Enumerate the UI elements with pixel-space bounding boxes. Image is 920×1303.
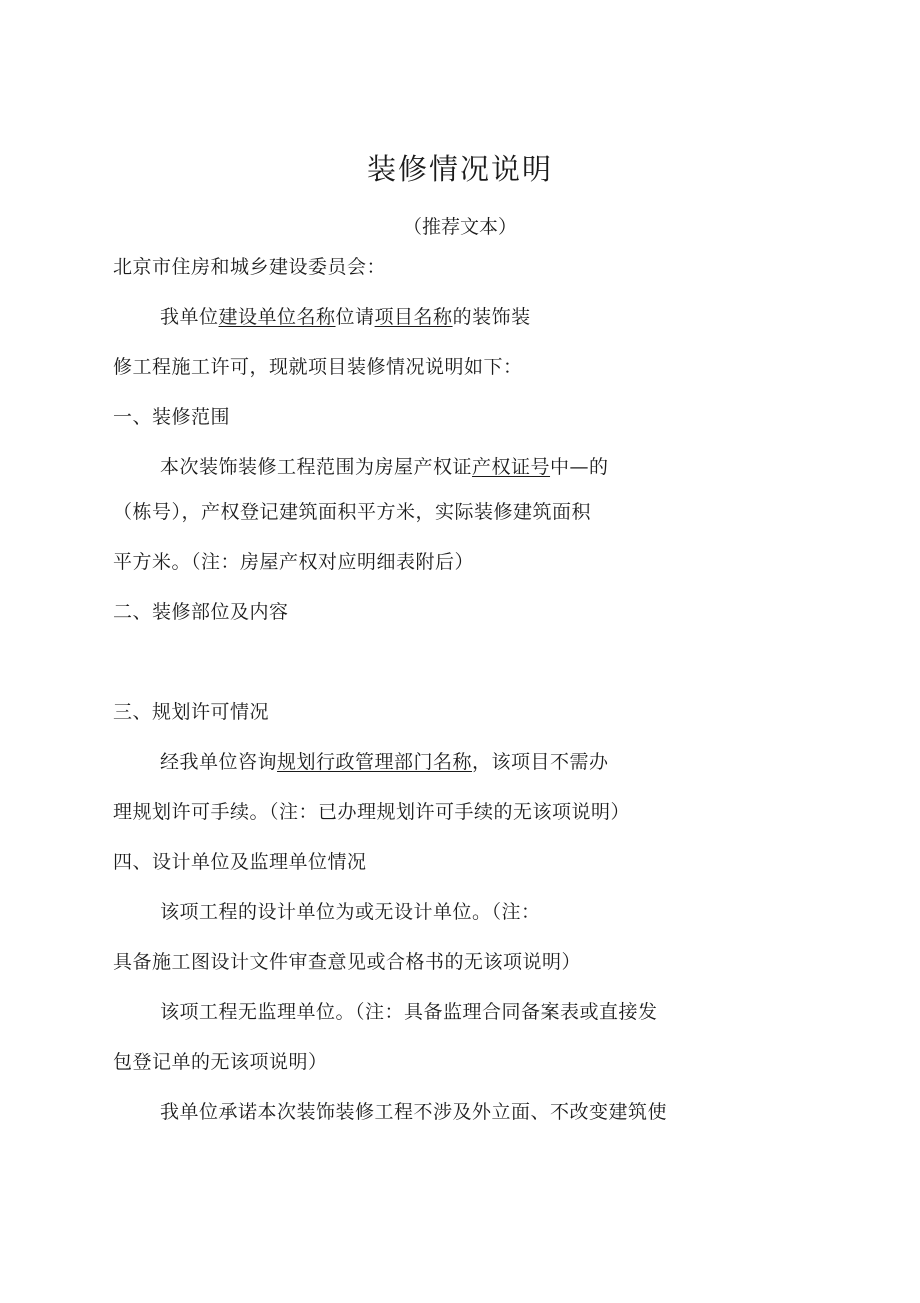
paragraph-supervision-cont: 包登记单的无该项说明）	[113, 1051, 328, 1073]
paragraph-application	[160, 305, 531, 329]
paragraph-design: 该项工程的设计单位为或无设计单位。（注：	[160, 901, 541, 923]
text-segment: 位请	[335, 306, 375, 328]
text-segment: 中—的	[550, 456, 609, 478]
section-heading-design-supervision: 四、设计单位及监理单位情况	[113, 851, 367, 873]
paragraph-planning	[160, 750, 609, 774]
field-planning-dept-name: 规划行政管理部门名称	[277, 751, 473, 773]
paragraph-planning-cont: 理规划许可手续。（注：已办理规划许可手续的无该项说明）	[113, 801, 631, 823]
section-heading-scope: 一、装修范围	[113, 406, 231, 428]
paragraph-scope	[160, 455, 609, 479]
section-heading-planning: 三、规划许可情况	[113, 701, 270, 723]
text-segment: ，该项目不需办	[472, 751, 609, 773]
paragraph-scope-cont2: 平方米。（注：房屋产权对应明细表附后）	[113, 551, 475, 573]
document-subtitle: （推荐文本）	[402, 216, 517, 238]
text-segment: 本次装饰装修工程范围为房屋产权证	[160, 456, 473, 478]
text-segment: 经我单位咨询	[160, 751, 278, 773]
field-construction-unit-name: 建设单位名称	[218, 306, 336, 328]
document-title: 装修情况说明	[366, 152, 553, 186]
section-heading-parts: 二、装修部位及内容	[113, 601, 289, 623]
field-project-name: 项目名称	[374, 306, 453, 328]
text-segment: 我单位	[160, 306, 219, 328]
paragraph-scope-cont1: （栋号），产权登记建筑面积平方米，实际装修建筑面积	[113, 501, 592, 523]
paragraph-design-cont: 具备施工图设计文件审查意见或合格书的无该项说明）	[113, 951, 582, 973]
text-segment: 的装饰装	[452, 306, 531, 328]
paragraph-commitment: 我单位承诺本次装饰装修工程不涉及外立面、不改变建筑使	[160, 1101, 668, 1123]
addressee: 北京市住房和城乡建设委员会：	[113, 256, 387, 278]
paragraph-supervision: 该项工程无监理单位。（注：具备监理合同备案表或直接发	[160, 1001, 658, 1023]
field-property-cert-no: 产权证号	[472, 456, 551, 478]
paragraph-application-cont: 修工程施工许可，现就项目装修情况说明如下：	[113, 356, 523, 378]
